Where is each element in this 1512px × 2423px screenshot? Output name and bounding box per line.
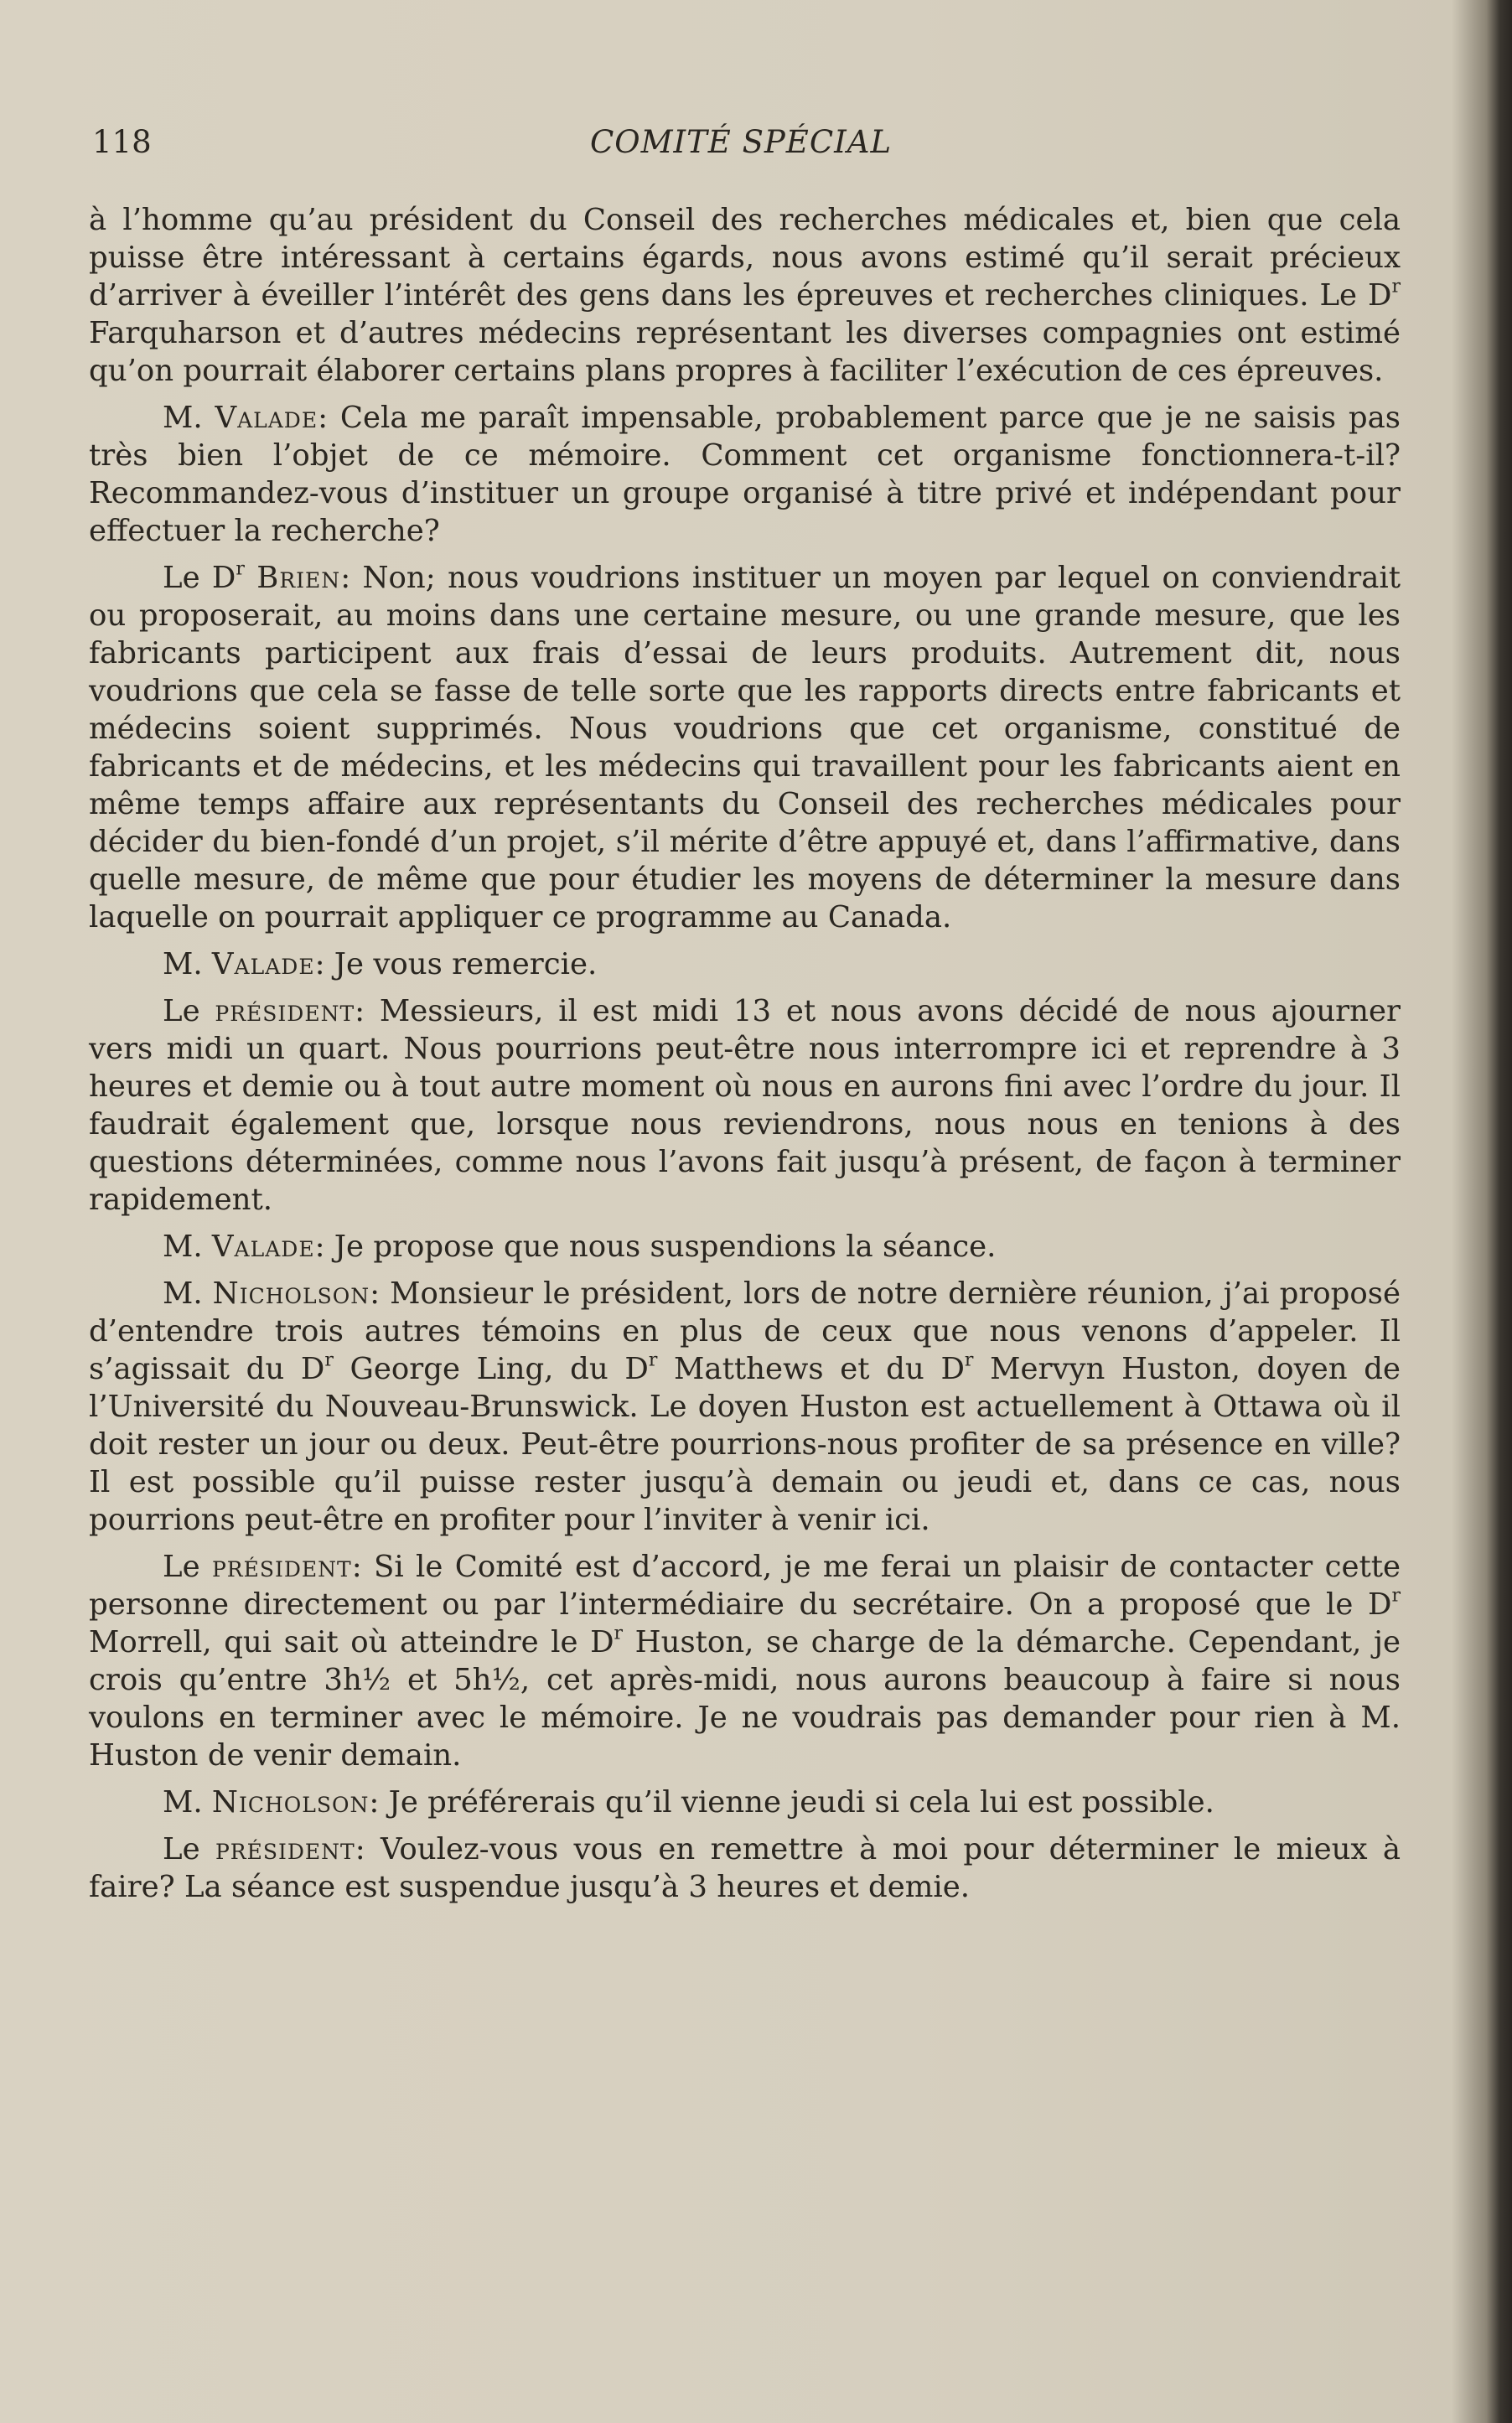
paragraph: à l’homme qu’au président du Conseil des recherches médicales et, bien que cela puisse être intéressant à certains égards, nous avons estimé qu’il serait précieux d’arriver à éveiller l’intérêt des gens dans les épreuves et recherches cliniques. Le $D^r$ Farquharson et d’autres médecins représentant les diverses compagnies ont estimé qu’on pourrait élaborer certains plans propres à faciliter l’exécution de ces épreuves. (89, 203, 1401, 388)
paragraph: M. Valade: Je propose que nous suspendions la séance. (163, 1230, 997, 1264)
paragraph: Le président: Voulez-vous vous en remettre à moi pour déterminer le mieux à faire? La séance est suspendue jusqu’à 3 heures et demie. (89, 1832, 1401, 1904)
body-text (89, 201, 1401, 1915)
paragraph: M. Nicholson: Je préférerais qu’il vienne jeudi si cela lui est possible. (163, 1785, 1214, 1820)
paragraph: M. Valade: Cela me paraît impensable, probablement parce que je ne saisis pas très bien l’objet de ce mémoire. Comment cet organisme fonctionnera-t-il? Recommandez-vous d’instituer un groupe organisé à titre privé et indépendant pour effectuer la recherche? (89, 401, 1401, 548)
running-title: COMITÉ SPÉCIAL (589, 124, 893, 160)
page-number: 118 (92, 124, 152, 160)
paragraph: M. Nicholson: Monsieur le président, lors de notre dernière réunion, j’ai proposé d’entendre trois autres témoins en plus de ceux que nous venons d’appeler. Il s’agissait du $D^r$ George Ling, du $D^r$ Matthews et du $D^r$ Mervyn Huston, doyen de l’Université du Nouveau-Brunswick. Le doyen Huston est actuellement à Ottawa où il doit rester un jour ou deux. Peut-être pourrions-nous profiter de sa présence en ville? Il est possible qu’il puisse rester jusqu’à demain ou jeudi et, dans ce cas, nous pourrions peut-être en profiter pour l’inviter à venir ici. (89, 1276, 1401, 1537)
running-head (0, 124, 1512, 166)
paragraph: Le président: Si le Comité est d’accord, je me ferai un plaisir de contacter cette personne directement ou par l’intermédiaire du secrétaire. On a proposé que le $D^r$ Morrell, qui sait où atteindre le $D^r$ Huston, se charge de la démarche. Cependant, je crois qu’entre 3h½ et 5h½, cet après-midi, nous aurons beaucoup à faire si nous voulons en terminer avec le mémoire. Je ne voudrais pas demander pour rien à M. Huston de venir demain. (89, 1550, 1401, 1773)
paragraph: Le $D^r$ Brien: Non; nous voudrions instituer un moyen par lequel on conviendrait ou proposerait, au moins dans une certaine mesure, ou une grande mesure, que les fabricants participent aux frais d’essai de leurs produits. Autrement dit, nous voudrions que cela se fasse de telle sorte que les rapports directs entre fabricants et médecins soient supprimés. Nous voudrions que cet organisme, constitué de fabricants et de médecins, et les médecins qui travaillent pour les fabricants aient en même temps affaire aux représentants du Conseil des recherches médicales pour décider du bien-fondé d’un projet, s’il mérite d’être appuyé et, dans l’affirmative, dans quelle mesure, de même que pour étudier les moyens de déterminer la mesure dans laquelle on pourrait appliquer ce programme au Canada. (89, 558, 1401, 935)
paragraph: M. Valade: Je vous remercie. (163, 947, 598, 981)
paragraph: Le président: Messieurs, il est midi 13 et nous avons décidé de nous ajourner vers midi un quart. Nous pourrions peut-être nous interrompre ici et reprendre à 3 heures et demie ou à tout autre moment où nous en aurons fini avec l’ordre du jour. Il faudrait également que, lorsque nous reviendrons, nous nous en tenions à des questions déterminées, comme nous l’avons fait jusqu’à présent, de façon à terminer rapidement. (89, 994, 1401, 1217)
